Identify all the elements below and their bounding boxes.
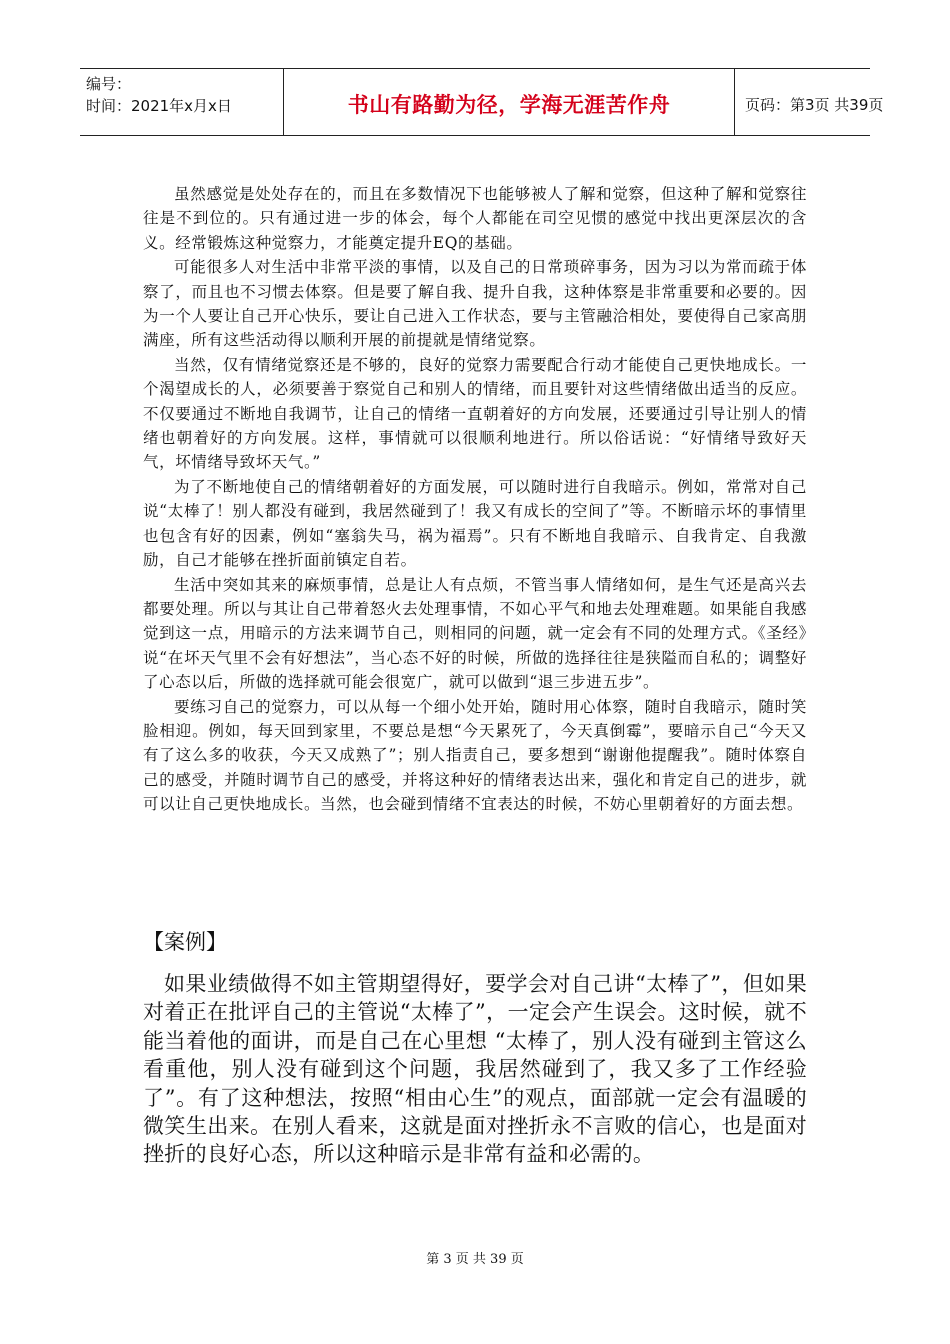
case-body: 如果业绩做得不如主管期望得好，要学会对自己讲“太棒了”，但如果对着正在批评自己的主管说“太棒了”，一定会产生误会。这时候，就不能当着他的面讲，而是自己在心里想 “太棒了，别人没有碰到主管这么看重他，别人没有碰到这个问题，我居然碰到了，我又多了工作经验了”。有了这种想法，按照“相由心生”的观点，面部就一定会有温暖的微笑生出来。在别人看来，这就是面对挫折永不言败的信心，也是面对挫折的良好心态，所以这种暗示是非常有益和必需的。 — [143, 972, 807, 1167]
header-page-number: 页码：第3页 共39页 — [745, 95, 884, 114]
paragraph: 当然，仅有情绪觉察还是不够的，良好的觉察力需要配合行动才能使自己更快地成长。一个渴望成长的人，必须要善于察觉自己和别人的情绪，而且要针对这些情绪做出适当的反应。不仅要通过不断地自我调节，让自己的情绪一直朝着好的方向发展，还要通过引导让别人的情绪也朝着好的方向发展。这样，事情就可以很顺利地进行。所以俗话说：“好情绪导致好天气，坏情绪导致坏天气。” — [143, 355, 807, 472]
document-number-label: 编号： — [86, 75, 132, 93]
case-heading: 【案例】 — [143, 930, 227, 954]
document-time-label: 时间：2021年x月x日 — [86, 97, 232, 115]
header-meta-cell — [80, 69, 284, 135]
paragraph: 要练习自己的觉察力，可以从每一个细小处开始，随时用心体察，随时自我暗示，随时笑脸相迎。例如，每天回到家里，不要总是想“今天累死了，今天真倒霉”，要暗示自己“今天又有了这么多的收获，今天又成熟了”；别人指责自己，要多想到“谢谢他提醒我”。随时体察自己的感受，并随时调节自己的感受，并将这种好的情绪表达出来，强化和肯定自己的进步，就可以让自己更快地成长。当然，也会碰到情绪不宜表达的时候，不妨心里朝着好的方面去想。 — [143, 697, 807, 814]
header-page-cell — [735, 69, 884, 135]
main-content — [143, 182, 807, 817]
paragraph: 可能很多人对生活中非常平淡的事情，以及自己的日常琐碎事务，因为习以为常而疏于体察了，而且也不习惯去体察。但是要了解自我、提升自我，这种体察是非常重要和必要的。因为一个人要让自己开心快乐，要让自己进入工作状态，要与主管融洽相处，要使得自己家高朋满座，所有这些活动得以顺利开展的前提就是情绪觉察。 — [143, 258, 807, 350]
page-footer: 第 3 页 共 39 页 — [426, 1252, 524, 1267]
header-slogan: 书山有路勤为径，学海无涯苦作舟 — [347, 93, 671, 117]
paragraph: 为了不断地使自己的情绪朝着好的方面发展，可以随时进行自我暗示。例如，常常对自己说“太棒了！别人都没有碰到，我居然碰到了！我又有成长的空间了”等。不断暗示坏的事情里也包含有好的因素，例如“塞翁失马，祸为福焉”。只有不断地自我暗示、自我肯定、自我激励，自己才能够在挫折面前镇定自若。 — [143, 477, 807, 570]
paragraph: 虽然感觉是处处存在的，而且在多数情况下也能够被人了解和觉察，但这种了解和觉察往往是不到位的。只有通过进一步的体会，每个人都能在司空见惯的感觉中找出更深层次的含义。经常锻炼这种觉察力，才能奠定提升EQ的基础。 — [143, 185, 807, 252]
page-header — [80, 68, 884, 136]
header-slogan-cell — [284, 69, 735, 135]
paragraph: 生活中突如其来的麻烦事情，总是让人有点烦，不管当事人情绪如何，是生气还是高兴去都要处理。所以与其让自己带着怒火去处理事情，不如心平气和地去处理难题。如果能自我感觉到这一点，用暗示的方法来调节自己，则相同的问题，就一定会有不同的处理方式。《圣经》说“在坏天气里不会有好想法”，当心态不好的时候，所做的选择往往是狭隘而自私的；调整好了心态以后，所做的选择就可能会很宽广，就可以做到“退三步进五步”。 — [143, 575, 807, 692]
